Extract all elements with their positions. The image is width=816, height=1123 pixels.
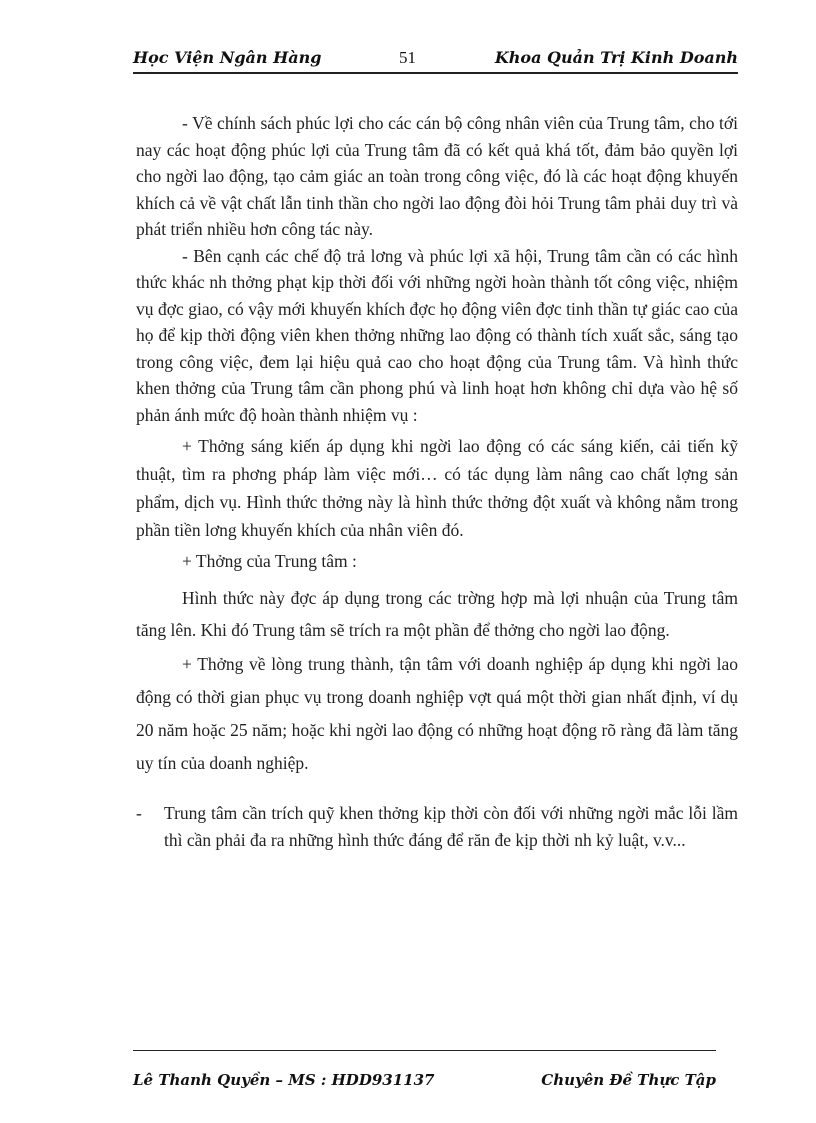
header-institution: Học Viện Ngân Hàng	[133, 48, 322, 67]
footer-author: Lê Thanh Quyền – MS : HDD931137	[133, 1071, 435, 1089]
document-body	[136, 110, 738, 854]
paragraph-center-bonus: Hình thức này đợc áp dụng trong các trờng hợp mà lợi nhuận của Trung tâm tăng lên. Khi đó Trung tâm sẽ trích ra một phần để thởng cho ngời lao động.	[136, 588, 738, 640]
paragraph-reward-forms: - Bên cạnh các chế độ trả lơng và phúc lợi xã hội, Trung tâm cần có các hình thức khác nh thởng phạt kịp thời đối với những ngời hoàn thành tốt công việc, nhiệm vụ đợc giao, có vậy mới khuyến khích đợc họ động viên đợc tinh thần tự giác cao của họ để kịp thời động viên khen thởng những lao động có thành tích xuất sắc, sáng tạo trong công việc, đem lại hiệu quả cao cho hoạt động của Trung tâm. Và hình thức khen thởng của Trung tâm cần phong phú và linh hoạt hơn không chỉ dựa vào hệ số phản ánh mức độ hoàn thành nhiệm vụ :	[136, 245, 738, 425]
paragraph-loyalty-bonus: + Thởng về lòng trung thành, tận tâm với doanh nghiệp áp dụng khi ngời lao động có thời gian phục vụ trong doanh nghiệp vợt quá một thời gian nhất định, ví dụ 20 năm hoặc 25 năm; hoặc khi ngời lao động có những hoạt động rõ ràng đã làm tăng uy tín của doanh nghiệp.	[136, 654, 738, 773]
page-header	[133, 44, 738, 74]
bullet-item-reward-fund	[136, 800, 738, 854]
page-footer	[133, 1050, 716, 1089]
bullet-mark: -	[136, 803, 142, 823]
bullet-text: Trung tâm cần trích quỹ khen thởng kịp thời còn đối với những ngời mắc lỗi lầm thì cần phải đa ra những hình thức đáng để răn đe kịp thời nh kỷ luật, v.v...	[164, 803, 738, 850]
paragraph-innovation-bonus: + Thởng sáng kiến áp dụng khi ngời lao động có các sáng kiến, cải tiến kỹ thuật, tìm ra phơng pháp làm việc mới… có tác dụng làm nâng cao chất lợng sản phẩm, dịch vụ. Hình thức thởng này là hình thức thởng đột xuất và không nằm trong phần tiền lơng khuyến khích của nhân viên đó.	[136, 436, 738, 540]
header-faculty: Khoa Quản Trị Kinh Doanh	[494, 48, 738, 67]
paragraph-center-bonus-heading: + Thởng của Trung tâm :	[182, 551, 357, 571]
paragraph-welfare-policy: - Về chính sách phúc lợi cho các cán bộ công nhân viên của Trung tâm, cho tới nay các hoạt động phúc lợi của Trung tâm đã có kết quả khá tốt, đảm bảo quyền lợi cho ngời lao động, tạo cảm giác an toàn trong công việc, đó là các hoạt động khuyến khích cả về vật chất lẫn tinh thần cho ngời lao động đòi hỏi Trung tâm phải duy trì và phát triển nhiều hơn công tác này.	[136, 113, 738, 239]
footer-title: Chuyên Đề Thực Tập	[541, 1071, 716, 1089]
page-number: 51	[399, 48, 416, 67]
